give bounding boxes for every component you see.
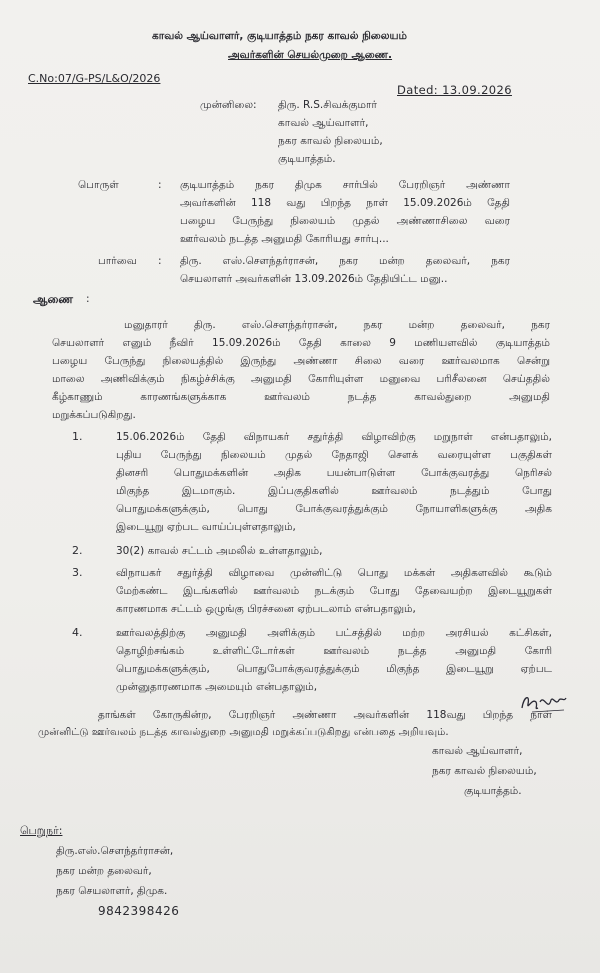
point-line: 30(2) காவல் சட்டம் அமலில் உள்ளதாலும், [116, 545, 323, 557]
recipient-label: பெறுநர்: [20, 824, 63, 837]
header-title-line2: அவர்களின் செயல்முறை ஆணை. [228, 49, 393, 61]
subject-line: பழைய பேருந்து நிலையம் முதல் அண்ணாசிலை வரை [180, 215, 510, 227]
point-line: ஊர்வலத்திற்கு அனுமதி அளிக்கும் பட்சத்தில் மற்ற அரசியல் கட்சிகள், [116, 627, 552, 639]
point-line: இடையூறு ஏற்பட வாய்ப்புள்ளதாலும், [116, 521, 296, 533]
document-date: Dated: 13.09.2026 [397, 83, 512, 97]
point-line: 15.06.2026ம் தேதி விநாயகர் சதுர்த்தி விழாவிற்கு மறுநாள் என்பதாலும், [116, 431, 552, 443]
reference-colon: : [158, 255, 162, 267]
point-number: 4. [72, 626, 83, 639]
point-line: மிகுந்த இடமாகும். இப்பகுதிகளில் ஊர்வலம் நடத்தும் போது [116, 485, 552, 497]
recipient-line: நகர மன்ற தலைவர், [56, 865, 152, 877]
point-line: முன்னுதாரணமாக அமையும் என்பதாலும், [116, 681, 318, 693]
recipient-line: திரு.எஸ்.சௌந்தர்ராசன், [56, 845, 174, 857]
point-line: பொதுமக்களுக்கும், பொது போக்குவரத்துக்கும் நோயாளிகளுக்கு அதிக [116, 503, 552, 515]
reference-line: திரு. எஸ்.சௌந்தர்ராசன், நகர மன்ற தலைவர், நகர [180, 255, 510, 267]
signature-scribble [518, 688, 568, 718]
reference-line: செயலாளர் அவர்களின் 13.09.2026ம் தேதியிட்ட மனு.. [180, 273, 448, 285]
point-line: தினசரி பொதுமக்களின் அதிக பயன்பாடுள்ள போக்குவரத்து நெரிசல் [116, 467, 552, 479]
subject-colon: : [158, 179, 162, 191]
subject-line: ஊர்வலம் நடத்த அனுமதி கோரியது சார்பு... [180, 233, 389, 245]
order-intro-line: கீழ்காணும் காரணங்களுக்காக ஊர்வலம் நடத்த காவல்துறை அனுமதி [52, 391, 550, 403]
conclusion-line: முன்னிட்டு ஊர்வலம் நடத்த காவல்துறை அனுமதி மறுக்கப்படுகிறது என்பதை அறியவும். [38, 727, 449, 738]
subject-label: பொருள் [78, 179, 119, 191]
signatory-line: காவல் ஆய்வாளர், [432, 745, 523, 757]
order-label: ஆணை [33, 292, 74, 306]
signatory-line: குடியாத்தம். [464, 785, 522, 797]
point-number: 1. [72, 430, 83, 443]
reference-number: C.No:07/G-PS/L&O/2026 [28, 72, 161, 85]
reference-label: பார்வை [98, 255, 137, 267]
point-line: பொதுமக்களுக்கும், பொதுபோக்குவரத்துக்கும் மிகுந்த இடையூறு ஏற்பட [116, 663, 552, 675]
recipient-phone: 9842398426 [98, 904, 180, 918]
presence-line: குடியாத்தம். [278, 153, 336, 165]
conclusion-line: தாங்கள் கோருகின்ற, பேரறிஞர் அண்ணா அவர்களின் 118வது பிறந்த நாள் [98, 709, 552, 721]
presence-line: நகர காவல் நிலையம், [278, 135, 383, 147]
presence-line: திரு. R.S.சிவக்குமார் [278, 99, 377, 111]
point-line: தொழிற்சங்கம் உள்ளிட்டோர்கள் ஊர்வலம் நடத்த அனுமதி கோரி [116, 645, 552, 657]
point-line: காரணமாக சட்டம் ஒழுங்கு பிரச்சனை ஏற்படலாம் என்பதாலும், [116, 603, 416, 615]
order-intro-line: பழைய பேருந்து நிலையத்தில் இருந்து அண்ணா சிலை வரை ஊர்வலமாக சென்று [52, 355, 550, 367]
subject-line: அவர்களின் 118 வது பிறந்த நாள் 15.09.2026ம் தேதி [180, 197, 510, 209]
point-number: 3. [72, 566, 83, 579]
point-line: புதிய பேருந்து நிலையம் முதல் நேதாஜி சௌக் வரையுள்ள பகுதிகள் [116, 449, 552, 461]
presence-line: காவல் ஆய்வாளர், [278, 117, 369, 129]
point-line: விநாயகர் சதுர்த்தி விழாவை முன்னிட்டு பொது மக்கள் அதிகளவில் கூடும் [116, 567, 552, 579]
recipient-line: நகர செயலாளர், திமுக. [56, 885, 168, 897]
order-intro-line: மனுதாரர் திரு. எஸ்.சௌந்தர்ராசன், நகர மன்ற தலைவர், நகர [124, 319, 550, 331]
order-intro-line: மறுக்கப்படுகிறது. [52, 409, 136, 421]
order-colon: : [86, 293, 90, 305]
header-title-line1: காவல் ஆய்வாளர், குடியாத்தம் நகர காவல் நிலையம் [152, 30, 407, 42]
order-intro-line: மாலை அணிவிக்கும் நிகழ்ச்சிக்கு அனுமதி கோரியுள்ள மனுவை பரிசீலனை செய்ததில் [52, 373, 550, 385]
point-number: 2. [72, 544, 83, 557]
point-line: மேற்கண்ட இடங்களில் ஊர்வலம் நடக்கும் போது தேவையற்ற இடையூறுகள் [116, 585, 552, 597]
subject-line: குடியாத்தம் நகர திமுக சார்பில் பேரறிஞர் அண்ணா [180, 179, 510, 191]
order-intro-line: செயலாளர் எனும் நீவிர் 15.09.2026ம் தேதி காலை 9 மணியளவில் குடியாத்தம் [52, 337, 550, 349]
presence-label: முன்னிலை: [200, 99, 257, 111]
signatory-line: நகர காவல் நிலையம், [432, 765, 537, 777]
